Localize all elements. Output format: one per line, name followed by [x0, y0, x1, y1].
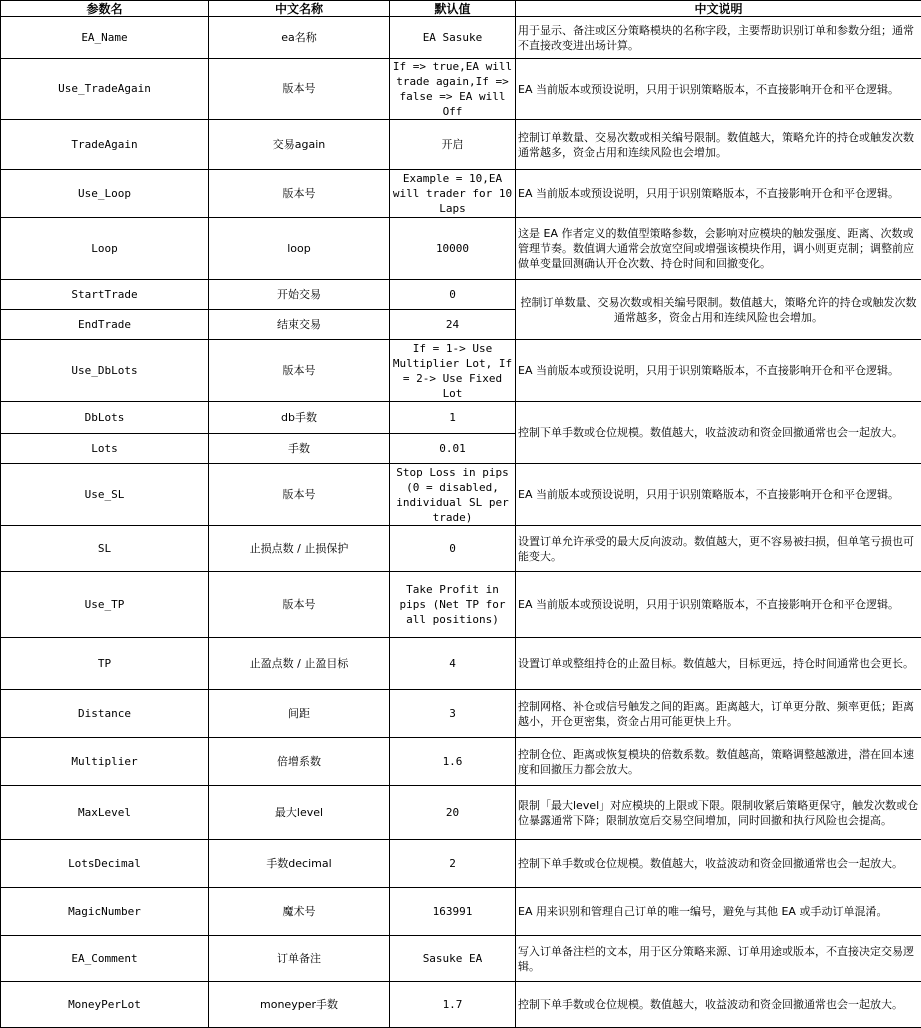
param-name: StartTrade — [1, 280, 209, 310]
param-description: 用于显示、备注或区分策略模块的名称字段，主要帮助识别订单和参数分组；通常不直接改变进出场计算。 — [516, 17, 921, 59]
param-name: MoneyPerLot — [1, 982, 209, 1028]
param-chinese-name: 开始交易 — [209, 280, 390, 310]
table-row — [1, 120, 921, 170]
param-name: EndTrade — [1, 310, 209, 340]
table-row — [1, 17, 921, 59]
param-default: 1.7 — [390, 982, 516, 1028]
param-description: 控制网格、补仓或信号触发之间的距离。距离越大，订单更分散、频率更低；距离越小，开仓更密集，资金占用可能更快上升。 — [516, 690, 921, 738]
param-default: 163991 — [390, 888, 516, 936]
param-description: 限制「最大level」对应模块的上限或下限。限制收紧后策略更保守，触发次数或仓位暴露通常下降；限制放宽后交易空间增加，同时回撤和执行风险也会提高。 — [516, 786, 921, 840]
param-default: 0 — [390, 280, 516, 310]
param-chinese-name: 交易again — [209, 120, 390, 170]
param-name: EA_Name — [1, 17, 209, 59]
table-row — [1, 464, 921, 526]
param-description: 控制订单数量、交易次数或相关编号限制。数值越大，策略允许的持仓或触发次数通常越多，资金占用和连续风险也会增加。 — [516, 120, 921, 170]
param-name: Use_SL — [1, 464, 209, 526]
table-row — [1, 786, 921, 840]
param-description: 控制下单手数或仓位规模。数值越大，收益波动和资金回撤通常也会一起放大。 — [516, 402, 921, 464]
param-default: 10000 — [390, 218, 516, 280]
param-name: MagicNumber — [1, 888, 209, 936]
param-default: 0 — [390, 526, 516, 572]
param-name: SL — [1, 526, 209, 572]
param-description: 控制下单手数或仓位规模。数值越大，收益波动和资金回撤通常也会一起放大。 — [516, 840, 921, 888]
param-name: DbLots — [1, 402, 209, 434]
param-description: 控制订单数量、交易次数或相关编号限制。数值越大，策略允许的持仓或触发次数通常越多，资金占用和连续风险也会增加。 — [516, 280, 921, 340]
param-chinese-name: moneyper手数 — [209, 982, 390, 1028]
param-chinese-name: ea名称 — [209, 17, 390, 59]
param-name: Use_TP — [1, 572, 209, 638]
table-row — [1, 690, 921, 738]
param-description: 设置订单或整组持仓的止盈目标。数值越大，目标更远，持仓时间通常也会更长。 — [516, 638, 921, 690]
param-chinese-name: 手数decimal — [209, 840, 390, 888]
param-default: 1 — [390, 402, 516, 434]
param-description: EA 当前版本或预设说明，只用于识别策略版本，不直接影响开仓和平仓逻辑。 — [516, 464, 921, 526]
table-row — [1, 526, 921, 572]
header-default-value: 默认值 — [390, 1, 516, 17]
param-chinese-name: 魔术号 — [209, 888, 390, 936]
param-default: 20 — [390, 786, 516, 840]
param-default: 开启 — [390, 120, 516, 170]
param-description: 控制下单手数或仓位规模。数值越大，收益波动和资金回撤通常也会一起放大。 — [516, 982, 921, 1028]
table-row — [1, 572, 921, 638]
header-chinese-description: 中文说明 — [516, 1, 921, 17]
param-description: EA 当前版本或预设说明，只用于识别策略版本，不直接影响开仓和平仓逻辑。 — [516, 170, 921, 218]
table-row — [1, 936, 921, 982]
param-default: 0.01 — [390, 434, 516, 464]
param-name: Multiplier — [1, 738, 209, 786]
header-chinese-name: 中文名称 — [209, 1, 390, 17]
param-description: EA 当前版本或预设说明，只用于识别策略版本，不直接影响开仓和平仓逻辑。 — [516, 59, 921, 120]
param-chinese-name: 止盈点数 / 止盈目标 — [209, 638, 390, 690]
param-default: If => true,EA will trade again,If => false => EA will Off — [390, 59, 516, 120]
param-chinese-name: 间距 — [209, 690, 390, 738]
param-name: EA_Comment — [1, 936, 209, 982]
table-row — [1, 340, 921, 402]
table-row — [1, 280, 921, 310]
param-default: 24 — [390, 310, 516, 340]
param-default: 1.6 — [390, 738, 516, 786]
param-chinese-name: 订单备注 — [209, 936, 390, 982]
param-chinese-name: 版本号 — [209, 340, 390, 402]
table-row — [1, 218, 921, 280]
param-chinese-name: db手数 — [209, 402, 390, 434]
param-name: MaxLevel — [1, 786, 209, 840]
header-row — [1, 1, 921, 17]
param-default: If = 1-> Use Multiplier Lot, If = 2-> Use Fixed Lot — [390, 340, 516, 402]
param-default: 4 — [390, 638, 516, 690]
param-default: 2 — [390, 840, 516, 888]
table-row — [1, 170, 921, 218]
param-description: 这是 EA 作者定义的数值型策略参数，会影响对应模块的触发强度、距离、次数或管理节奏。数值调大通常会放宽空间或增强该模块作用，调小则更克制；调整前应做单变量回测确认开仓次数、持仓时间和回撤变化。 — [516, 218, 921, 280]
param-name: Use_DbLots — [1, 340, 209, 402]
param-default: Take Profit in pips (Net TP for all positions) — [390, 572, 516, 638]
param-chinese-name: 结束交易 — [209, 310, 390, 340]
param-description: 写入订单备注栏的文本，用于区分策略来源、订单用途或版本，不直接决定交易逻辑。 — [516, 936, 921, 982]
param-chinese-name: loop — [209, 218, 390, 280]
param-default: EA Sasuke — [390, 17, 516, 59]
param-default: Example = 10,EA will trader for 10 Laps — [390, 170, 516, 218]
param-description: 控制仓位、距离或恢复模块的倍数系数。数值越高，策略调整越激进，潜在回本速度和回撤压力都会放大。 — [516, 738, 921, 786]
param-name: Loop — [1, 218, 209, 280]
param-chinese-name: 版本号 — [209, 59, 390, 120]
param-default: Sasuke EA — [390, 936, 516, 982]
param-chinese-name: 版本号 — [209, 572, 390, 638]
param-chinese-name: 倍增系数 — [209, 738, 390, 786]
param-description: 设置订单允许承受的最大反向波动。数值越大，更不容易被扫损，但单笔亏损也可能变大。 — [516, 526, 921, 572]
param-name: Use_Loop — [1, 170, 209, 218]
param-chinese-name: 版本号 — [209, 170, 390, 218]
param-chinese-name: 止损点数 / 止损保护 — [209, 526, 390, 572]
param-chinese-name: 版本号 — [209, 464, 390, 526]
param-chinese-name: 最大level — [209, 786, 390, 840]
table-row — [1, 59, 921, 120]
param-chinese-name: 手数 — [209, 434, 390, 464]
param-name: Use_TradeAgain — [1, 59, 209, 120]
table-row — [1, 888, 921, 936]
table-row — [1, 402, 921, 434]
param-description: EA 当前版本或预设说明，只用于识别策略版本，不直接影响开仓和平仓逻辑。 — [516, 572, 921, 638]
table-row — [1, 738, 921, 786]
param-description: EA 当前版本或预设说明，只用于识别策略版本，不直接影响开仓和平仓逻辑。 — [516, 340, 921, 402]
table-row — [1, 982, 921, 1028]
table-row — [1, 840, 921, 888]
header-param-name: 参数名 — [1, 1, 209, 17]
param-name: TP — [1, 638, 209, 690]
param-name: TradeAgain — [1, 120, 209, 170]
param-default: 3 — [390, 690, 516, 738]
param-name: LotsDecimal — [1, 840, 209, 888]
param-name: Lots — [1, 434, 209, 464]
param-description: EA 用来识别和管理自己订单的唯一编号，避免与其他 EA 或手动订单混淆。 — [516, 888, 921, 936]
table-row — [1, 638, 921, 690]
param-name: Distance — [1, 690, 209, 738]
param-default: Stop Loss in pips (0 = disabled, individual SL per trade) — [390, 464, 516, 526]
